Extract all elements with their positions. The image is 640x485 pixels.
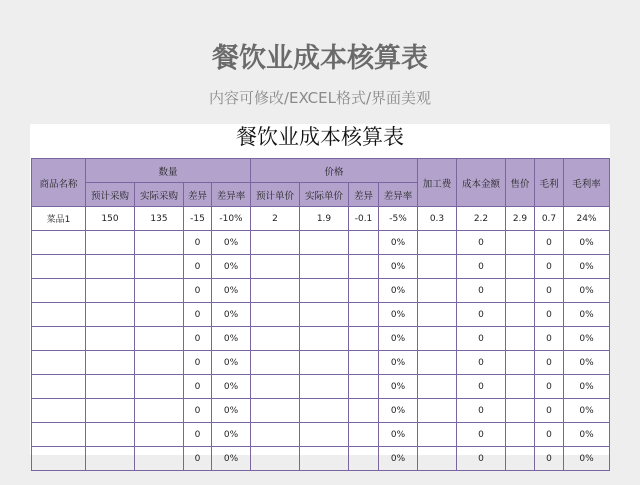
table-cell[interactable] (418, 303, 457, 327)
header-qty-col: 预计采购 (86, 183, 135, 207)
table-cell[interactable] (135, 399, 184, 423)
table-cell[interactable]: 0% (379, 375, 418, 399)
table-cell[interactable] (251, 303, 300, 327)
table-cell[interactable] (300, 231, 349, 255)
table-cell[interactable]: 0% (212, 351, 251, 375)
table-cell[interactable] (86, 423, 135, 447)
table-cell[interactable] (506, 447, 535, 471)
table-cell[interactable]: 0 (457, 399, 506, 423)
table-row (32, 207, 610, 231)
table-cell[interactable]: 0% (212, 231, 251, 255)
table-cell[interactable] (135, 255, 184, 279)
table-cell[interactable] (32, 279, 86, 303)
table-cell[interactable]: 0% (379, 303, 418, 327)
header-price-col: 实际单价 (300, 183, 349, 207)
table-cell[interactable]: 0% (564, 327, 610, 351)
table-cell[interactable]: 135 (135, 207, 184, 231)
table-cell[interactable]: 0 (535, 375, 564, 399)
table-cell[interactable] (251, 351, 300, 375)
table-cell[interactable] (300, 447, 349, 471)
table-cell[interactable] (349, 255, 379, 279)
table-cell[interactable] (418, 351, 457, 375)
table-cell[interactable] (32, 303, 86, 327)
table-cell[interactable] (32, 255, 86, 279)
table-cell[interactable]: 2 (251, 207, 300, 231)
table-cell[interactable]: 0 (184, 399, 212, 423)
header-qty-col: 实际采购 (135, 183, 184, 207)
table-cell[interactable] (506, 399, 535, 423)
table-row (32, 327, 610, 351)
table-cell[interactable] (251, 279, 300, 303)
header-qty-group: 数量 (86, 159, 251, 183)
table-cell[interactable] (32, 447, 86, 471)
table-cell[interactable] (506, 351, 535, 375)
table-cell[interactable]: 150 (86, 207, 135, 231)
table-cell[interactable] (86, 447, 135, 471)
table-cell[interactable] (32, 351, 86, 375)
table-cell[interactable]: 0 (535, 231, 564, 255)
table-cell[interactable]: 0% (379, 255, 418, 279)
table-cell[interactable] (506, 231, 535, 255)
table-cell[interactable] (418, 399, 457, 423)
table-cell[interactable] (86, 231, 135, 255)
table-cell[interactable] (251, 375, 300, 399)
table-cell[interactable]: -15 (184, 207, 212, 231)
table-cell[interactable] (349, 327, 379, 351)
table-cell[interactable]: 0 (535, 447, 564, 471)
table-cell[interactable]: 0% (564, 231, 610, 255)
table-cell[interactable]: 0 (535, 423, 564, 447)
table-cell[interactable]: 0 (535, 327, 564, 351)
table-cell[interactable] (32, 327, 86, 351)
table-row (32, 303, 610, 327)
table-cell[interactable]: 0 (457, 279, 506, 303)
table-cell[interactable]: 0% (212, 399, 251, 423)
table-cell[interactable]: 2.9 (506, 207, 535, 231)
cost-table (31, 158, 610, 471)
table-cell[interactable] (251, 255, 300, 279)
table-cell[interactable]: 0 (457, 231, 506, 255)
header-name: 商品名称 (32, 159, 86, 207)
table-cell[interactable] (506, 279, 535, 303)
table-cell[interactable] (300, 423, 349, 447)
table-cell[interactable]: 0% (564, 375, 610, 399)
table-cell[interactable]: 0 (184, 375, 212, 399)
table-cell[interactable] (418, 327, 457, 351)
table-cell[interactable]: 0 (457, 447, 506, 471)
table-cell[interactable] (86, 303, 135, 327)
table-cell[interactable] (251, 447, 300, 471)
table-cell[interactable]: 2.2 (457, 207, 506, 231)
table-cell[interactable]: 0% (212, 279, 251, 303)
spreadsheet (30, 124, 610, 464)
table-cell[interactable]: 0% (564, 423, 610, 447)
table-cell[interactable] (135, 447, 184, 471)
table-cell[interactable] (506, 375, 535, 399)
table-cell[interactable] (349, 399, 379, 423)
table-cell[interactable]: 0.3 (418, 207, 457, 231)
table-cell[interactable] (300, 303, 349, 327)
table-cell[interactable]: 0% (564, 279, 610, 303)
table-cell[interactable] (418, 447, 457, 471)
header-price-col: 差异率 (379, 183, 418, 207)
table-row (32, 279, 610, 303)
table-cell[interactable] (506, 255, 535, 279)
table-cell[interactable] (86, 327, 135, 351)
table-cell[interactable] (300, 327, 349, 351)
table-cell[interactable]: 0 (184, 255, 212, 279)
table-cell[interactable] (418, 279, 457, 303)
table-row (32, 399, 610, 423)
table-cell[interactable]: 0 (184, 447, 212, 471)
table-cell[interactable]: 0 (535, 279, 564, 303)
table-cell[interactable]: 0 (184, 279, 212, 303)
table-cell[interactable] (506, 303, 535, 327)
table-cell[interactable] (86, 279, 135, 303)
banner-subtitle: 内容可修改/EXCEL格式/界面美观 (208, 89, 432, 107)
table-cell[interactable] (251, 423, 300, 447)
header-qty-col: 差异 (184, 183, 212, 207)
table-cell[interactable] (135, 423, 184, 447)
table-cell[interactable]: 0 (457, 255, 506, 279)
table-cell[interactable] (251, 399, 300, 423)
table-cell[interactable]: 菜品1 (32, 207, 86, 231)
table-cell[interactable] (251, 327, 300, 351)
sheet-title: 餐饮业成本核算表 (236, 125, 404, 149)
table-cell[interactable] (349, 351, 379, 375)
table-cell[interactable]: 0% (379, 327, 418, 351)
table-cell[interactable]: 1.9 (300, 207, 349, 231)
table-cell[interactable]: 0% (212, 447, 251, 471)
table-cell[interactable] (300, 255, 349, 279)
header-price-col: 预计单价 (251, 183, 300, 207)
table-cell[interactable] (349, 375, 379, 399)
table-cell[interactable]: 0% (379, 423, 418, 447)
table-cell[interactable] (135, 279, 184, 303)
table-cell[interactable]: 0 (535, 303, 564, 327)
table-cell[interactable] (418, 231, 457, 255)
table-cell[interactable] (32, 423, 86, 447)
header-sale: 售价 (506, 159, 535, 207)
table-row (32, 375, 610, 399)
table-cell[interactable]: 0 (184, 327, 212, 351)
table-cell[interactable] (349, 447, 379, 471)
table-cell[interactable]: 0% (564, 447, 610, 471)
table-cell[interactable]: 0% (379, 279, 418, 303)
table-row (32, 351, 610, 375)
table-cell[interactable]: 0 (535, 399, 564, 423)
table-cell[interactable]: 0 (457, 327, 506, 351)
table-cell[interactable] (300, 375, 349, 399)
table-cell[interactable]: 0% (379, 231, 418, 255)
table-cell[interactable]: 24% (564, 207, 610, 231)
table-cell[interactable]: 0% (212, 255, 251, 279)
table-cell[interactable] (135, 327, 184, 351)
table-cell[interactable]: 0% (212, 303, 251, 327)
table-cell[interactable]: 0% (564, 255, 610, 279)
table-cell[interactable]: 0% (379, 351, 418, 375)
table-cell[interactable]: 0 (457, 303, 506, 327)
header-price-group: 价格 (251, 159, 418, 183)
table-cell[interactable] (86, 375, 135, 399)
table-cell[interactable]: 0 (535, 255, 564, 279)
table-cell[interactable] (135, 231, 184, 255)
table-cell[interactable]: 0% (564, 399, 610, 423)
table-cell[interactable]: 0.7 (535, 207, 564, 231)
table-cell[interactable]: 0% (564, 351, 610, 375)
table-row (32, 231, 610, 255)
table-cell[interactable]: 0 (457, 375, 506, 399)
table-cell[interactable] (86, 255, 135, 279)
table-cell[interactable] (32, 375, 86, 399)
table-cell[interactable]: 0 (457, 351, 506, 375)
table-cell[interactable] (349, 279, 379, 303)
header-cost: 成本金额 (457, 159, 506, 207)
table-cell[interactable] (349, 423, 379, 447)
table-cell[interactable] (506, 327, 535, 351)
table-cell[interactable]: 0 (184, 303, 212, 327)
table-cell[interactable] (418, 255, 457, 279)
header-profit: 毛利 (535, 159, 564, 207)
table-cell[interactable] (418, 375, 457, 399)
header-margin: 毛利率 (564, 159, 610, 207)
table-cell[interactable] (135, 351, 184, 375)
table-cell[interactable]: 0 (184, 231, 212, 255)
table-cell[interactable]: 0% (379, 447, 418, 471)
table-cell[interactable]: 0% (212, 423, 251, 447)
banner-title: 餐饮业成本核算表 (212, 43, 428, 74)
table-cell[interactable]: 0 (184, 351, 212, 375)
table-cell[interactable]: 0% (564, 303, 610, 327)
table-cell[interactable]: -5% (379, 207, 418, 231)
table-cell[interactable] (135, 375, 184, 399)
table-cell[interactable]: -0.1 (349, 207, 379, 231)
table-cell[interactable] (300, 351, 349, 375)
header-price-col: 差异 (349, 183, 379, 207)
table-cell[interactable]: 0% (212, 327, 251, 351)
table-cell[interactable] (32, 399, 86, 423)
table-cell[interactable] (135, 303, 184, 327)
table-cell[interactable] (300, 279, 349, 303)
table-cell[interactable] (86, 351, 135, 375)
table-cell[interactable] (349, 303, 379, 327)
table-row (32, 255, 610, 279)
table-cell[interactable] (506, 423, 535, 447)
table-row (32, 423, 610, 447)
table-cell[interactable] (300, 399, 349, 423)
table-cell[interactable] (32, 231, 86, 255)
table-cell[interactable]: 0% (212, 375, 251, 399)
table-cell[interactable] (418, 423, 457, 447)
table-cell[interactable]: 0% (379, 399, 418, 423)
table-cell[interactable]: 0 (535, 351, 564, 375)
table-cell[interactable] (251, 231, 300, 255)
table-cell[interactable]: -10% (212, 207, 251, 231)
header-processing: 加工费 (418, 159, 457, 207)
table-cell[interactable] (349, 231, 379, 255)
table-row (32, 447, 610, 471)
header-qty-col: 差异率 (212, 183, 251, 207)
table-cell[interactable]: 0 (457, 423, 506, 447)
table-cell[interactable]: 0 (184, 423, 212, 447)
table-cell[interactable] (86, 399, 135, 423)
